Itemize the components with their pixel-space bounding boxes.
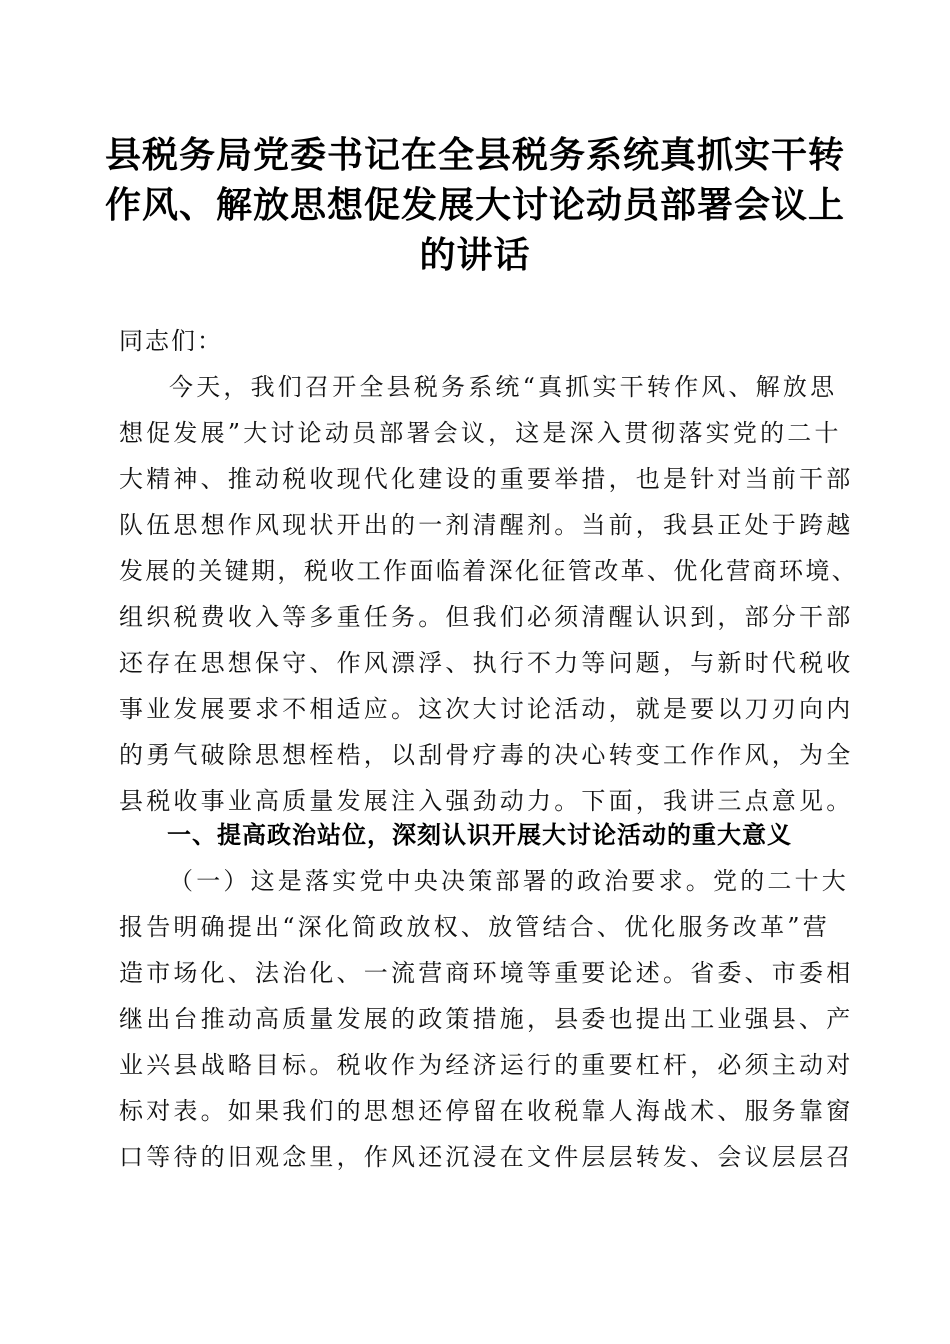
title-line-1: 县税务局党委书记在全县税务系统真抓实干转 [104,134,845,176]
title-line-2: 作风、解放思想促发展大讨论动员部署会议上 [104,184,845,226]
paragraph-1-line: 的勇气破除思想桎梏，以刮骨疗毒的决心转变工作作风，为全 [119,741,854,769]
section-heading-1: 一、提高政治站位，深刻认识开展大讨论活动的重大意义 [167,821,792,849]
paragraph-2 [119,858,859,1180]
title-line-3: 的讲话 [419,234,531,276]
paragraph-1-line: 今天，我们召开全县税务系统“真抓实干转作风、解放思 [169,373,838,401]
salutation: 同志们： [119,327,223,355]
paragraph-1-line: 组织税费收入等多重任务。但我们必须清醒认识到，部分干部 [119,603,854,631]
paragraph-2-line: 造市场化、法治化、一流营商环境等重要论述。省委、市委相 [119,959,854,987]
paragraph-2-line: （一）这是落实党中央决策部署的政治要求。党的二十大 [169,867,849,895]
paragraph-1-line: 事业发展要求不相适应。这次大讨论活动，就是要以刀刃向内 [119,695,854,723]
paragraph-2-line: 继出台推动高质量发展的政策措施，县委也提出工业强县、产 [119,1005,854,1033]
paragraph-1-line: 发展的关键期，税收工作面临着深化征管改革、优化营商环境、 [119,557,859,585]
paragraph-1-line: 队伍思想作风现状开出的一剂清醒剂。当前，我县正处于跨越 [119,511,854,539]
paragraph-1-line: 还存在思想保守、作风漂浮、执行不力等问题，与新时代税收 [119,649,854,677]
paragraph-1-line: 想促发展”大讨论动员部署会议，这是深入贯彻落实党的二十 [119,419,842,447]
paragraph-2-line: 标对表。如果我们的思想还停留在收税靠人海战术、服务靠窗 [119,1097,854,1125]
document-title [100,130,850,280]
paragraph-1-line: 县税收事业高质量发展注入强劲动力。下面，我讲三点意见。 [119,787,854,815]
paragraph-2-line: 口等待的旧观念里，作风还沉浸在文件层层转发、会议层层召 [119,1143,854,1171]
paragraph-2-line: 报告明确提出“深化简政放权、放管结合、优化服务改革”营 [119,913,830,941]
paragraph-2-line: 业兴县战略目标。税收作为经济运行的重要杠杆，必须主动对 [119,1051,854,1079]
paragraph-1-line: 大精神、推动税收现代化建设的重要举措，也是针对当前干部 [119,465,854,493]
paragraph-1 [119,364,859,824]
